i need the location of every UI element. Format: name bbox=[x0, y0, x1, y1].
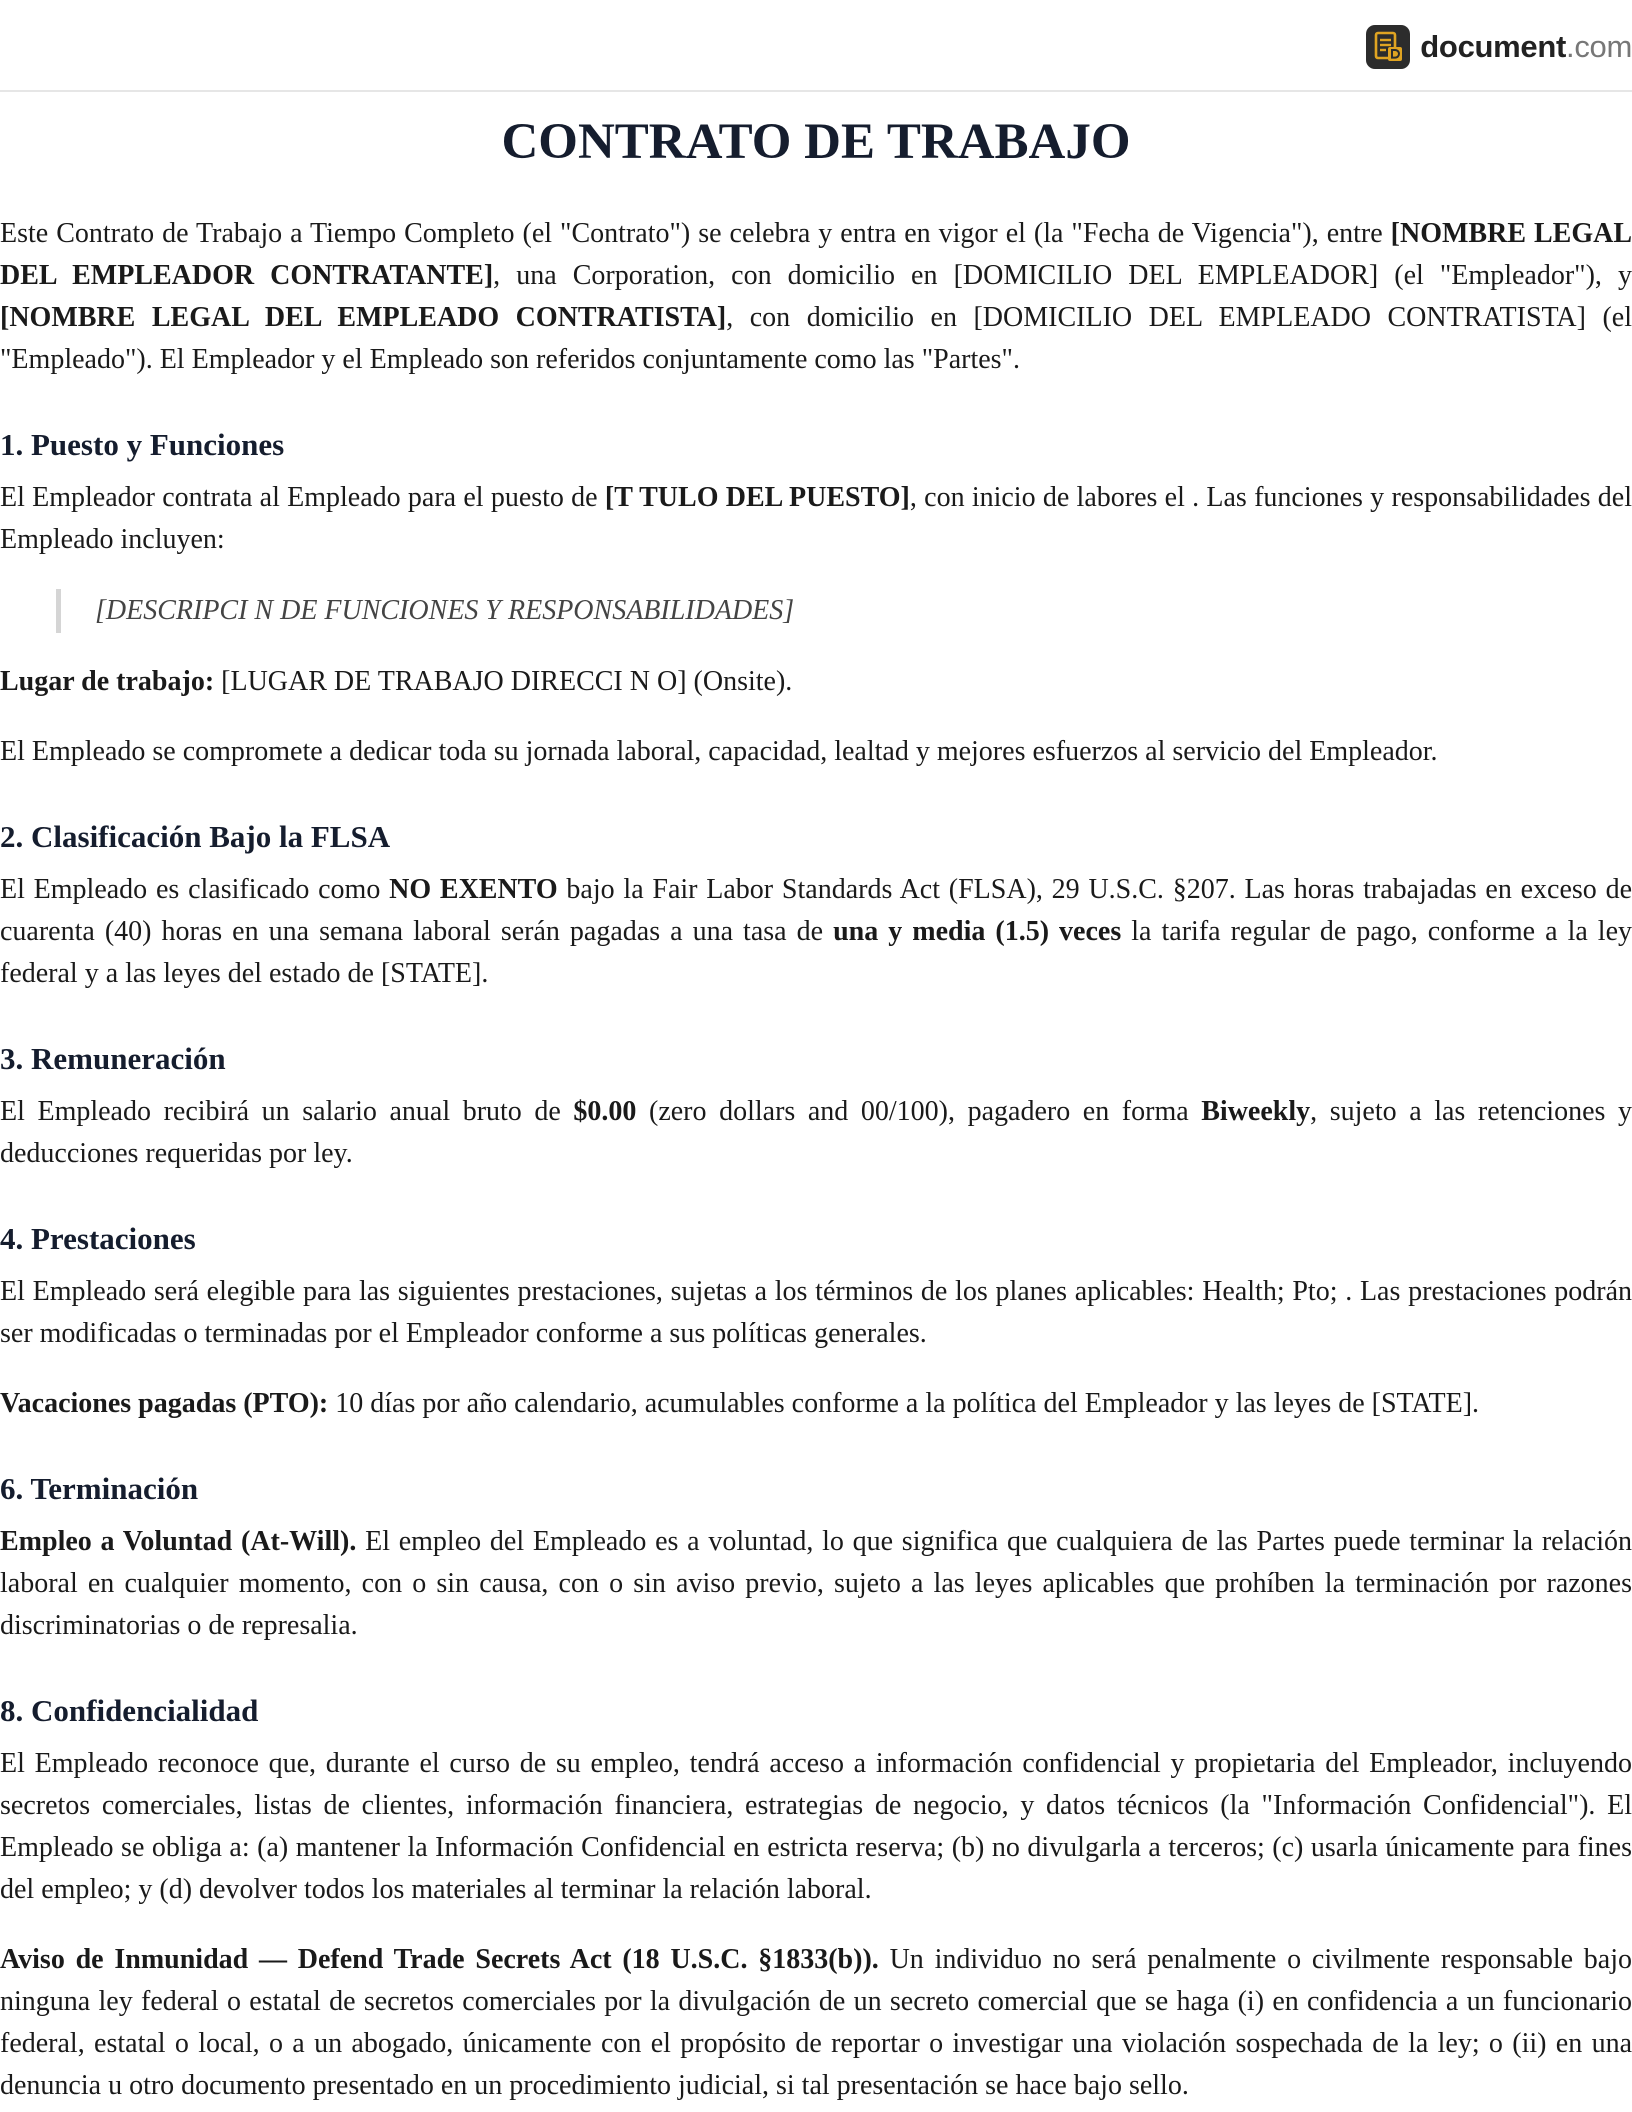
employer-name: [NOMBRE LEGAL DEL EMPLEADOR CONTRATANTE] bbox=[0, 218, 1632, 292]
document-logo-icon bbox=[1366, 25, 1410, 69]
section-6-heading: 6. Terminación bbox=[0, 1471, 199, 1507]
section-3-paragraph bbox=[0, 1091, 1632, 1175]
intro-text-2: , una Corporation, con domicilio en [DOMICILIO DEL EMPLEADOR] (el "Empleador"), y bbox=[493, 260, 1632, 292]
dtsa-notice-paragraph bbox=[0, 1939, 1632, 2107]
s3-text-a: El Empleado recibirá un salario anual bruto de bbox=[0, 1096, 574, 1128]
brand-wordmark bbox=[1420, 29, 1632, 65]
s3-text-c: (zero dollars and 00/100), pagadero en forma bbox=[636, 1096, 1202, 1128]
s1-text-a: El Empleador contrata al Empleado para el puesto de bbox=[0, 482, 605, 514]
job-title-placeholder: [T TULO DEL PUESTO] bbox=[604, 482, 910, 514]
overtime-rate: una y media (1.5) veces bbox=[833, 916, 1122, 948]
workplace-text: [LUGAR DE TRABAJO DIRECCI N O] (Onsite). bbox=[214, 666, 793, 698]
section-3-heading: 3. Remuneración bbox=[0, 1041, 226, 1077]
salary-amount: $0.00 bbox=[573, 1096, 637, 1128]
workplace-paragraph bbox=[0, 661, 1632, 703]
employee-name: [NOMBRE LEGAL DEL EMPLEADO CONTRATISTA] bbox=[0, 302, 727, 334]
s1-text-c: , con inicio de labores el . Las funciones y responsabilidades del Empleado incluyen: bbox=[0, 482, 1632, 556]
flsa-status: NO EXENTO bbox=[389, 874, 558, 906]
intro-text-3: , con domicilio en [DOMICILIO DEL EMPLEADO CONTRATISTA] (el "Empleado"). El Empleador y el Empleado son referidos conjuntamente como las "Partes". bbox=[0, 302, 1632, 376]
pay-frequency: Biweekly bbox=[1201, 1096, 1311, 1128]
at-will-label: Empleo a Voluntad (At-Will). bbox=[0, 1526, 357, 1558]
workplace-label: Lugar de trabajo: bbox=[0, 666, 215, 698]
brand-tld: .com bbox=[1566, 29, 1632, 64]
brand-name: document bbox=[1420, 29, 1567, 64]
section-8-paragraph: El Empleado reconoce que, durante el curso de su empleo, tendrá acceso a información confidencial y propietaria del Empleador, incluyendo secretos comerciales, listas de clientes, información financiera, estrategias de negocio, y datos técnicos (la "Información Confidencial"). El Empleado se obliga a: (a) mantener la Información Confidencial en estricta reserva; (b) no divulgarla a terceros; (c) usarla únicamente para fines del empleo; y (d) devolver todos los materiales al terminar la relación laboral. bbox=[0, 1748, 1632, 1906]
commitment-paragraph: El Empleado se compromete a dedicar toda su jornada laboral, capacidad, lealtad y mejores esfuerzos al servicio del Empleador. bbox=[0, 736, 1438, 768]
s2-text-e: la tarifa regular de pago, conforme a la ley federal y a las leyes del estado de [STATE]. bbox=[0, 916, 1632, 990]
dtsa-notice-label: Aviso de Inmunidad — Defend Trade Secrets Act (18 U.S.C. §1833(b)). bbox=[0, 1944, 879, 1976]
section-2-paragraph bbox=[0, 869, 1632, 995]
section-4-paragraph: El Empleado será elegible para las siguientes prestaciones, sujetas a los términos de los planes aplicables: Health; Pto; . Las prestaciones podrán ser modificadas o terminadas por el Empleador conforme a sus políticas generales. bbox=[0, 1276, 1632, 1350]
section-2-heading: 2. Clasificación Bajo la FLSA bbox=[0, 819, 391, 855]
brand[interactable] bbox=[1366, 24, 1632, 70]
dtsa-notice-text: Un individuo no será penalmente o civilmente responsable bajo ninguna ley federal o estatal de secretos comerciales por la divulgación de un secreto comercial que se haga (i) en confidencia a un funcionario federal, estatal o local, o a un abogado, únicamente con el propósito de reportar o investigar una violación sospechada de la ley; o (ii) en una denuncia u otro documento presentado en un procedimiento judicial, si tal presentación se hace bajo sello. bbox=[0, 1944, 1632, 2102]
at-will-text: El empleo del Empleado es a voluntad, lo que significa que cualquiera de las Partes puede terminar la relación laboral en cualquier momento, con o sin causa, con o sin aviso previo, sujeto a las leyes aplicables que prohíben la terminación por razones discriminatorias o de represalia. bbox=[0, 1526, 1632, 1642]
section-6-paragraph bbox=[0, 1521, 1632, 1647]
section-1-heading: 1. Puesto y Funciones bbox=[0, 427, 285, 463]
s2-text-a: El Empleado es clasificado como bbox=[0, 874, 390, 906]
s2-text-c: bajo la Fair Labor Standards Act (FLSA), 29 U.S.C. §207. Las horas trabajadas en exceso de cuarenta (40) horas en una semana laboral serán pagadas a una tasa de bbox=[0, 874, 1632, 948]
pto-label: Vacaciones pagadas (PTO): bbox=[0, 1388, 329, 1420]
intro-text-1: Este Contrato de Trabajo a Tiempo Completo (el "Contrato") se celebra y entra en vigor el (la "Fecha de Vigencia"), entre bbox=[0, 218, 1391, 250]
intro-paragraph bbox=[0, 213, 1632, 381]
section-4-heading: 4. Prestaciones bbox=[0, 1221, 196, 1257]
s3-text-e: , sujeto a las retenciones y deducciones requeridas por ley. bbox=[0, 1096, 1632, 1170]
document-body bbox=[0, 92, 1632, 2107]
section-8-heading: 8. Confidencialidad bbox=[0, 1693, 259, 1729]
document-title: CONTRATO DE TRABAJO bbox=[501, 114, 1131, 170]
pto-text: 10 días por año calendario, acumulables conforme a la política del Empleador y las leyes de [STATE]. bbox=[328, 1388, 1480, 1420]
header-bar bbox=[0, 0, 1632, 92]
pto-paragraph bbox=[0, 1383, 1632, 1425]
section-1-paragraph bbox=[0, 477, 1632, 561]
duties-quote: [DESCRIPCI N DE FUNCIONES Y RESPONSABILIDADES] bbox=[56, 589, 1632, 633]
